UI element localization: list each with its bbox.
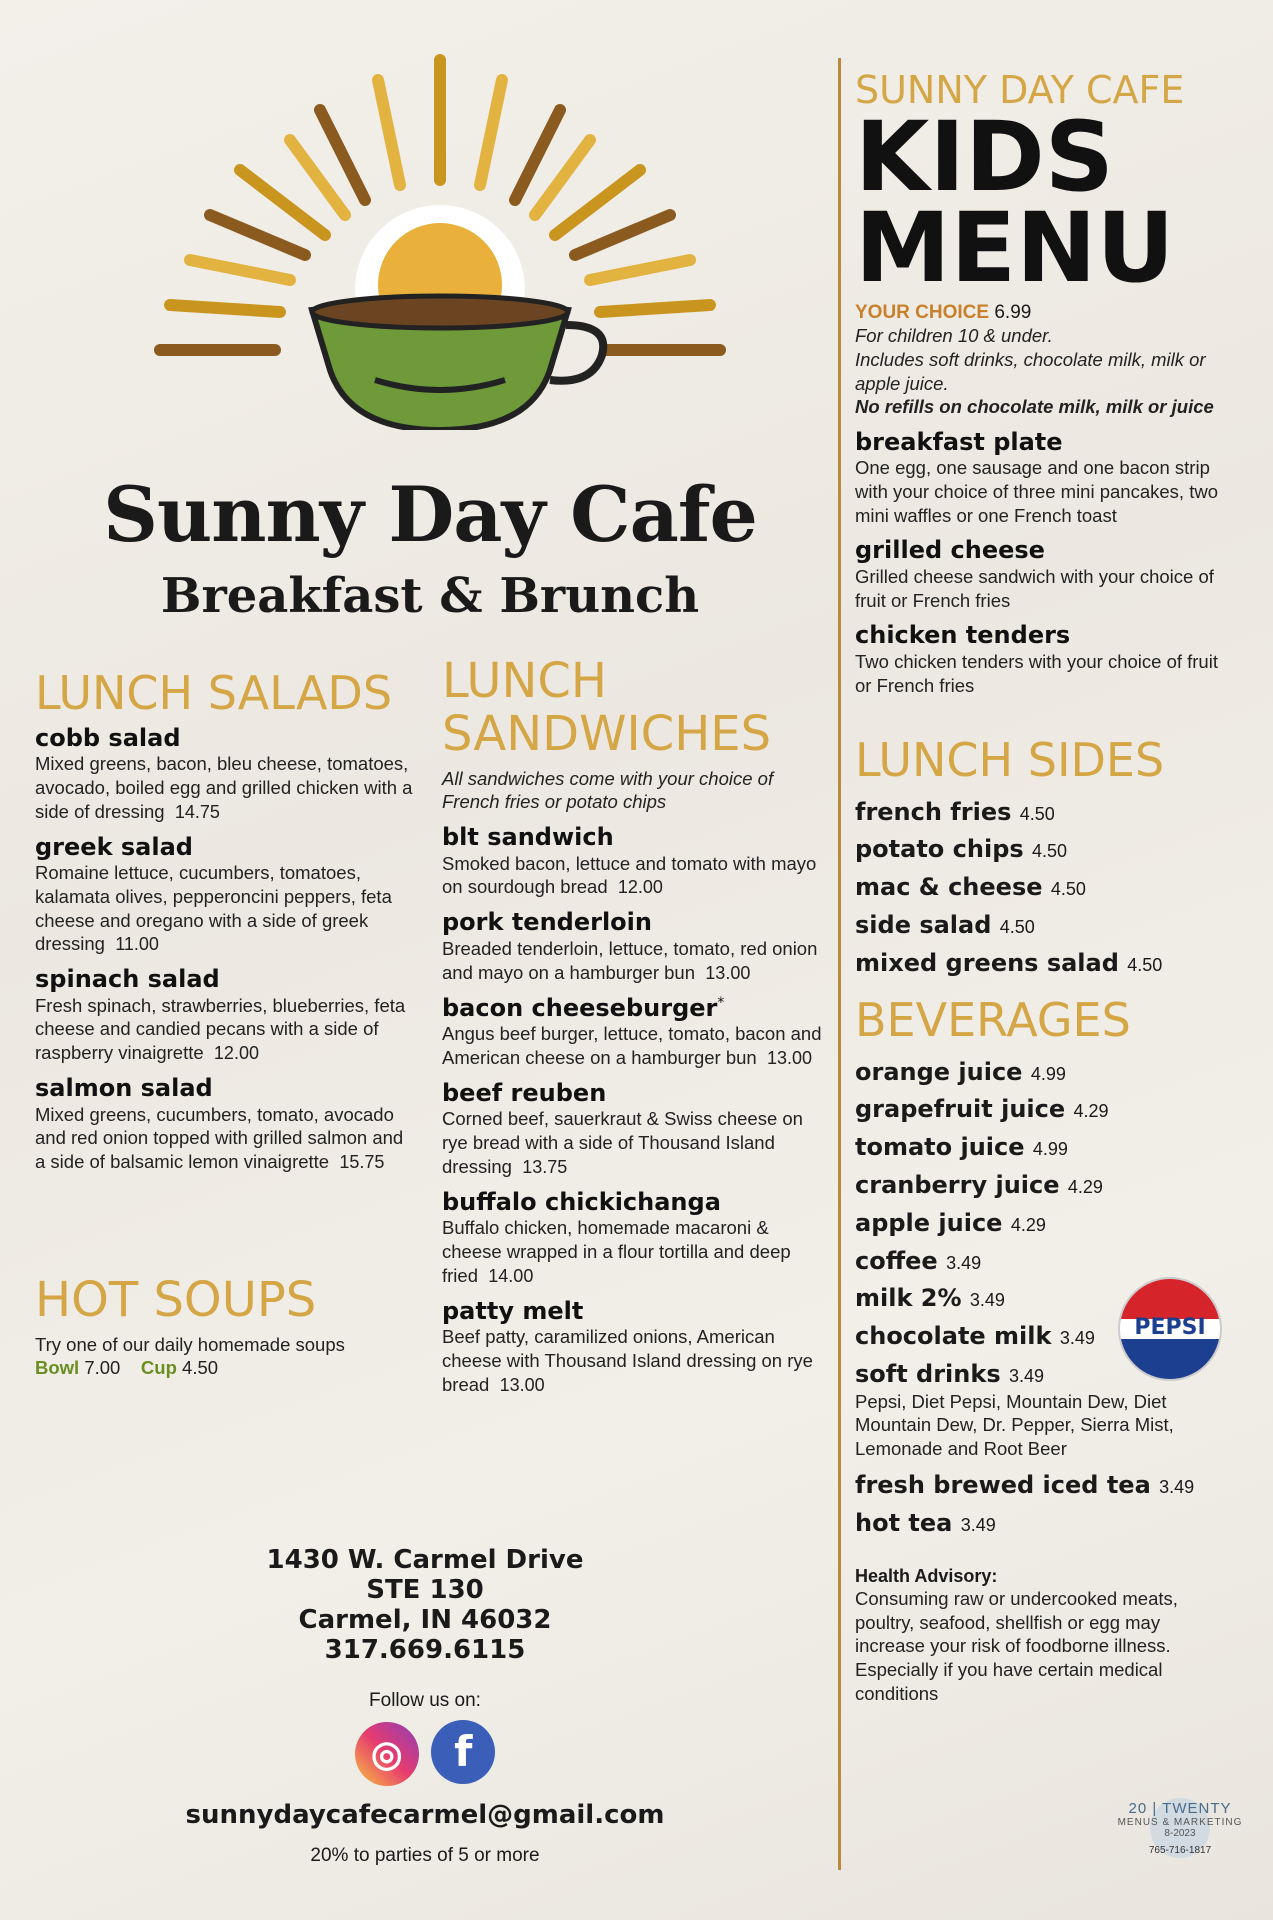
kids-item-name: chicken tenders xyxy=(855,621,1071,650)
kids-line1: For children 10 & under. xyxy=(855,325,1053,347)
beverage-name: coffee xyxy=(855,1246,938,1275)
hot-soups-desc: Try one of our daily homemade soups xyxy=(35,1333,345,1355)
beverage-row xyxy=(855,1095,1255,1124)
kids-line3: No refills on chocolate milk, milk or juice xyxy=(855,396,1214,418)
sandwich-name: pork tenderloin xyxy=(442,908,652,937)
salad-desc xyxy=(35,752,415,823)
hot-soups-section xyxy=(35,1274,415,1380)
brand-tagline: Breakfast & Brunch xyxy=(160,568,700,624)
kids-choice-label: YOUR CHOICE xyxy=(855,302,990,324)
kids-item-desc: One egg, one sausage and one bacon strip with your choice of three mini pancakes, two mini waffles or one French toast xyxy=(855,457,1218,526)
facebook-icon[interactable]: f xyxy=(431,1720,495,1784)
sandwich-desc-text: Beef patty, caramilized onions, American cheese with Thousand Island dressing on rye bread xyxy=(442,1326,813,1395)
side-name: side salad xyxy=(855,910,992,939)
sandwich-mark: * xyxy=(717,994,725,1011)
salad-item xyxy=(35,725,415,824)
beverage-price: 3.49 xyxy=(969,1290,1005,1311)
beverage-name: apple juice xyxy=(855,1208,1003,1237)
lunch-sides-list xyxy=(855,798,1255,978)
kids-title-line1: KIDS xyxy=(855,100,1114,213)
sandwich-name: bacon cheeseburger xyxy=(442,993,718,1022)
sandwich-price: 14.00 xyxy=(488,1265,534,1286)
kids-line2: Includes soft drinks, chocolate milk, milk or apple juice. xyxy=(855,348,1206,394)
twenty-badge xyxy=(1100,1800,1260,1856)
sandwich-desc-text: Smoked bacon, lettuce and tomato with mayo on sourdough bread xyxy=(442,852,817,898)
sandwich-name-row xyxy=(442,824,832,852)
lunch-sides-title: LUNCH SIDES xyxy=(855,733,1165,787)
sandwiches-note: All sandwiches come with your choice of French fries or potato chips xyxy=(442,767,774,813)
salad-desc-text: Romaine lettuce, cucumbers, tomatoes, kalamata olives, pepperoncini peppers, feta cheese and oregano with a side of greek dressing xyxy=(35,862,392,955)
beverage-name: grapefruit juice xyxy=(855,1095,1066,1124)
beverage-name: cranberry juice xyxy=(855,1170,1060,1199)
badge-line3: 8-2023 xyxy=(1164,1828,1196,1839)
kids-item xyxy=(855,429,1255,528)
sandwiches-title-line2: SANDWICHES xyxy=(442,705,772,762)
lunch-sides-section xyxy=(855,735,1255,987)
side-price: 4.50 xyxy=(1032,841,1068,862)
sandwich-item xyxy=(442,1298,832,1397)
sandwiches-title-line1: LUNCH xyxy=(442,653,607,709)
soft-drinks-desc: Pepsi, Diet Pepsi, Mountain Dew, Diet Mountain Dew, Dr. Pepper, Sierra Mist, Lemonade and Root Beer xyxy=(855,1390,1174,1460)
kids-choice xyxy=(855,302,1255,324)
beverage-price: 4.29 xyxy=(1010,1214,1046,1235)
beverage-price: 3.49 xyxy=(946,1252,982,1273)
beverage-name: hot tea xyxy=(855,1508,953,1537)
beverage-row xyxy=(855,1133,1255,1162)
hot-soups-title: HOT SOUPS xyxy=(35,1272,317,1328)
sandwich-name: blt sandwich xyxy=(442,822,614,851)
sandwich-desc-text: Breaded tenderloin, lettuce, tomato, red onion and mayo on a hamburger bun xyxy=(442,937,818,983)
sandwich-price: 13.00 xyxy=(499,1374,545,1395)
social-links xyxy=(200,1720,650,1786)
salad-price: 11.00 xyxy=(115,934,159,955)
pepsi-logo-text: PEPSI xyxy=(1134,1315,1206,1340)
kids-choice-price: 6.99 xyxy=(994,302,1032,324)
cup-coffee xyxy=(312,296,568,328)
salad-item xyxy=(35,834,415,957)
side-name: potato chips xyxy=(855,835,1024,864)
sandwich-name-row xyxy=(442,1298,832,1326)
sandwich-item xyxy=(442,909,832,984)
side-row xyxy=(855,949,1255,978)
address-line2: STE 130 xyxy=(366,1574,484,1605)
beverage-name: fresh brewed iced tea xyxy=(855,1470,1151,1499)
beverage-price: 4.29 xyxy=(1073,1101,1109,1122)
badge-line4: 765-716-1817 xyxy=(1148,1845,1212,1856)
side-row xyxy=(855,911,1255,940)
beverage-name: tomato juice xyxy=(855,1133,1025,1162)
lunch-salads-section xyxy=(35,668,415,1184)
badge-num: 20 xyxy=(1128,1800,1148,1817)
beverage-price: 4.99 xyxy=(1032,1139,1068,1160)
beverage-price: 4.99 xyxy=(1030,1063,1066,1084)
follow-us-label: Follow us on: xyxy=(369,1690,481,1711)
health-advisory-title: Health Advisory: xyxy=(855,1566,998,1586)
sandwich-price: 13.75 xyxy=(522,1156,568,1177)
badge-twenty: TWENTY xyxy=(1162,1800,1232,1817)
beverages-section xyxy=(855,995,1255,1546)
side-name: mac & cheese xyxy=(855,873,1043,902)
kids-menu-section xyxy=(855,70,1255,707)
kids-item-name: grilled cheese xyxy=(855,536,1045,565)
sandwich-desc xyxy=(442,1216,832,1287)
side-price: 4.50 xyxy=(1050,879,1086,900)
beverage-row xyxy=(855,1171,1255,1200)
pepsi-logo xyxy=(1118,1277,1222,1381)
brand-name: Sunny Day Cafe xyxy=(103,470,757,559)
sandwich-item xyxy=(442,995,832,1070)
side-row xyxy=(855,798,1255,827)
beverage-row xyxy=(855,1247,1255,1276)
sandwich-name-row xyxy=(442,1189,832,1217)
cup-label: Cup xyxy=(140,1357,177,1379)
lunch-salads-title: LUNCH SALADS xyxy=(35,666,393,720)
beverages-more-list xyxy=(855,1471,1255,1538)
side-name: french fries xyxy=(855,797,1012,826)
salad-item xyxy=(35,966,415,1065)
sandwich-price: 13.00 xyxy=(705,962,751,983)
salad-name: salmon salad xyxy=(35,1074,213,1103)
sandwich-item xyxy=(442,1189,832,1288)
kids-items-list xyxy=(855,429,1255,697)
salad-desc-text: Mixed greens, bacon, bleu cheese, tomatoes, avocado, boiled egg and grilled chicken with a side of dressing xyxy=(35,753,413,822)
salad-desc xyxy=(35,994,415,1065)
side-row xyxy=(855,873,1255,902)
salad-desc-text: Fresh spinach, strawberries, blueberries, feta cheese and candied pecans with a side of raspberry vinaigrette xyxy=(35,994,406,1064)
sandwich-desc-text: Angus beef burger, lettuce, tomato, bacon and American cheese on a hamburger bun xyxy=(442,1023,822,1068)
beverage-name: soft drinks xyxy=(855,1359,1001,1388)
instagram-icon[interactable]: ◎ xyxy=(355,1722,419,1786)
salad-name: greek salad xyxy=(35,832,193,861)
salad-item xyxy=(35,1075,415,1174)
phone-number[interactable]: 317.669.6115 xyxy=(324,1634,526,1665)
kids-item-desc: Grilled cheese sandwich with your choice of fruit or French fries xyxy=(855,566,1214,611)
lunch-sandwiches-section xyxy=(442,655,832,1407)
bowl-price: 7.00 xyxy=(84,1357,121,1379)
sandwich-price: 13.00 xyxy=(766,1047,813,1068)
beverage-price: 4.29 xyxy=(1067,1176,1103,1197)
cup-price: 4.50 xyxy=(182,1357,219,1379)
sandwiches-list xyxy=(442,824,832,1397)
badge-line2: MENUS & MARKETING xyxy=(1117,1817,1243,1828)
kids-item xyxy=(855,622,1255,697)
salad-price: 12.00 xyxy=(213,1043,259,1064)
sandwich-name: patty melt xyxy=(442,1296,584,1325)
kids-item-desc: Two chicken tenders with your choice of fruit or French fries xyxy=(855,651,1218,696)
health-advisory-text: Consuming raw or undercooked meats, poultry, seafood, shellfish or egg may increase your risk of foodborne illness. Especially if you have certain medical conditions xyxy=(855,1588,1178,1704)
address-line3: Carmel, IN 46032 xyxy=(298,1604,552,1635)
beverage-price: 3.49 xyxy=(960,1514,996,1535)
sandwich-desc xyxy=(442,1107,832,1178)
side-price: 4.50 xyxy=(1127,954,1163,975)
sandwich-item xyxy=(442,1080,832,1179)
beverage-name: milk 2% xyxy=(855,1284,962,1313)
beverage-price: 3.49 xyxy=(1159,1476,1195,1497)
beverage-row xyxy=(855,1209,1255,1238)
kids-title-line2: MENU xyxy=(855,191,1175,304)
salad-price: 14.75 xyxy=(174,801,220,822)
salad-name: spinach salad xyxy=(35,965,220,994)
address-line1: 1430 W. Carmel Drive xyxy=(266,1545,584,1575)
kids-item-name: breakfast plate xyxy=(855,427,1063,456)
side-price: 4.50 xyxy=(1019,803,1055,824)
sandwich-price: 12.00 xyxy=(617,877,663,898)
beverage-price: 3.49 xyxy=(1008,1365,1045,1386)
sandwich-desc xyxy=(442,937,832,985)
gratuity-note: 20% to parties of 5 or more xyxy=(310,1845,540,1866)
beverage-price: 3.49 xyxy=(1059,1328,1095,1349)
sandwich-desc-text: Corned beef, sauerkraut & Swiss cheese on rye bread with a side of Thousand Island dressing xyxy=(442,1108,803,1177)
email-link[interactable]: sunnydaycafecarmel@gmail.com xyxy=(185,1800,665,1830)
beverage-row xyxy=(855,1509,1255,1538)
side-row xyxy=(855,835,1255,864)
salad-name: cobb salad xyxy=(35,723,181,752)
badge-line1: 20 | TWENTY xyxy=(1128,1800,1232,1817)
side-price: 4.50 xyxy=(999,916,1035,937)
beverages-title: BEVERAGES xyxy=(855,993,1131,1047)
soup-prices xyxy=(35,1356,415,1380)
salad-desc-text: Mixed greens, cucumbers, tomato, avocado and red onion topped with grilled salmon and a side of balsamic lemon vinaigrette xyxy=(35,1103,404,1173)
lunch-salads-list xyxy=(35,725,415,1175)
beverage-name: chocolate milk xyxy=(855,1322,1052,1351)
sandwich-desc-text: Buffalo chicken, homemade macaroni & cheese wrapped in a flour tortilla and deep fried xyxy=(442,1217,791,1286)
beverage-row xyxy=(855,1058,1255,1087)
sunrise-cup-logo xyxy=(130,50,770,430)
sandwich-name: beef reuben xyxy=(442,1078,607,1107)
column-divider xyxy=(838,58,841,1870)
salad-desc xyxy=(35,1103,415,1174)
health-advisory xyxy=(855,1566,1195,1705)
kids-item xyxy=(855,537,1255,612)
sandwich-desc xyxy=(442,852,832,900)
salad-desc xyxy=(35,861,415,956)
kids-brand: SUNNY DAY CAFE xyxy=(855,68,1185,112)
bowl-label: Bowl xyxy=(35,1357,80,1379)
beverage-row xyxy=(855,1471,1255,1500)
address-block xyxy=(200,1546,650,1666)
sandwich-name: buffalo chickichanga xyxy=(442,1187,721,1216)
sandwich-desc xyxy=(442,1325,832,1396)
sandwich-name-row xyxy=(442,995,832,1023)
salad-price: 15.75 xyxy=(339,1152,385,1173)
beverage-name: orange juice xyxy=(855,1057,1023,1086)
side-name: mixed greens salad xyxy=(855,948,1119,977)
sandwich-name-row xyxy=(442,1080,832,1108)
sandwich-item xyxy=(442,824,832,899)
sandwich-desc xyxy=(442,1022,832,1070)
sandwich-name-row xyxy=(442,909,832,937)
